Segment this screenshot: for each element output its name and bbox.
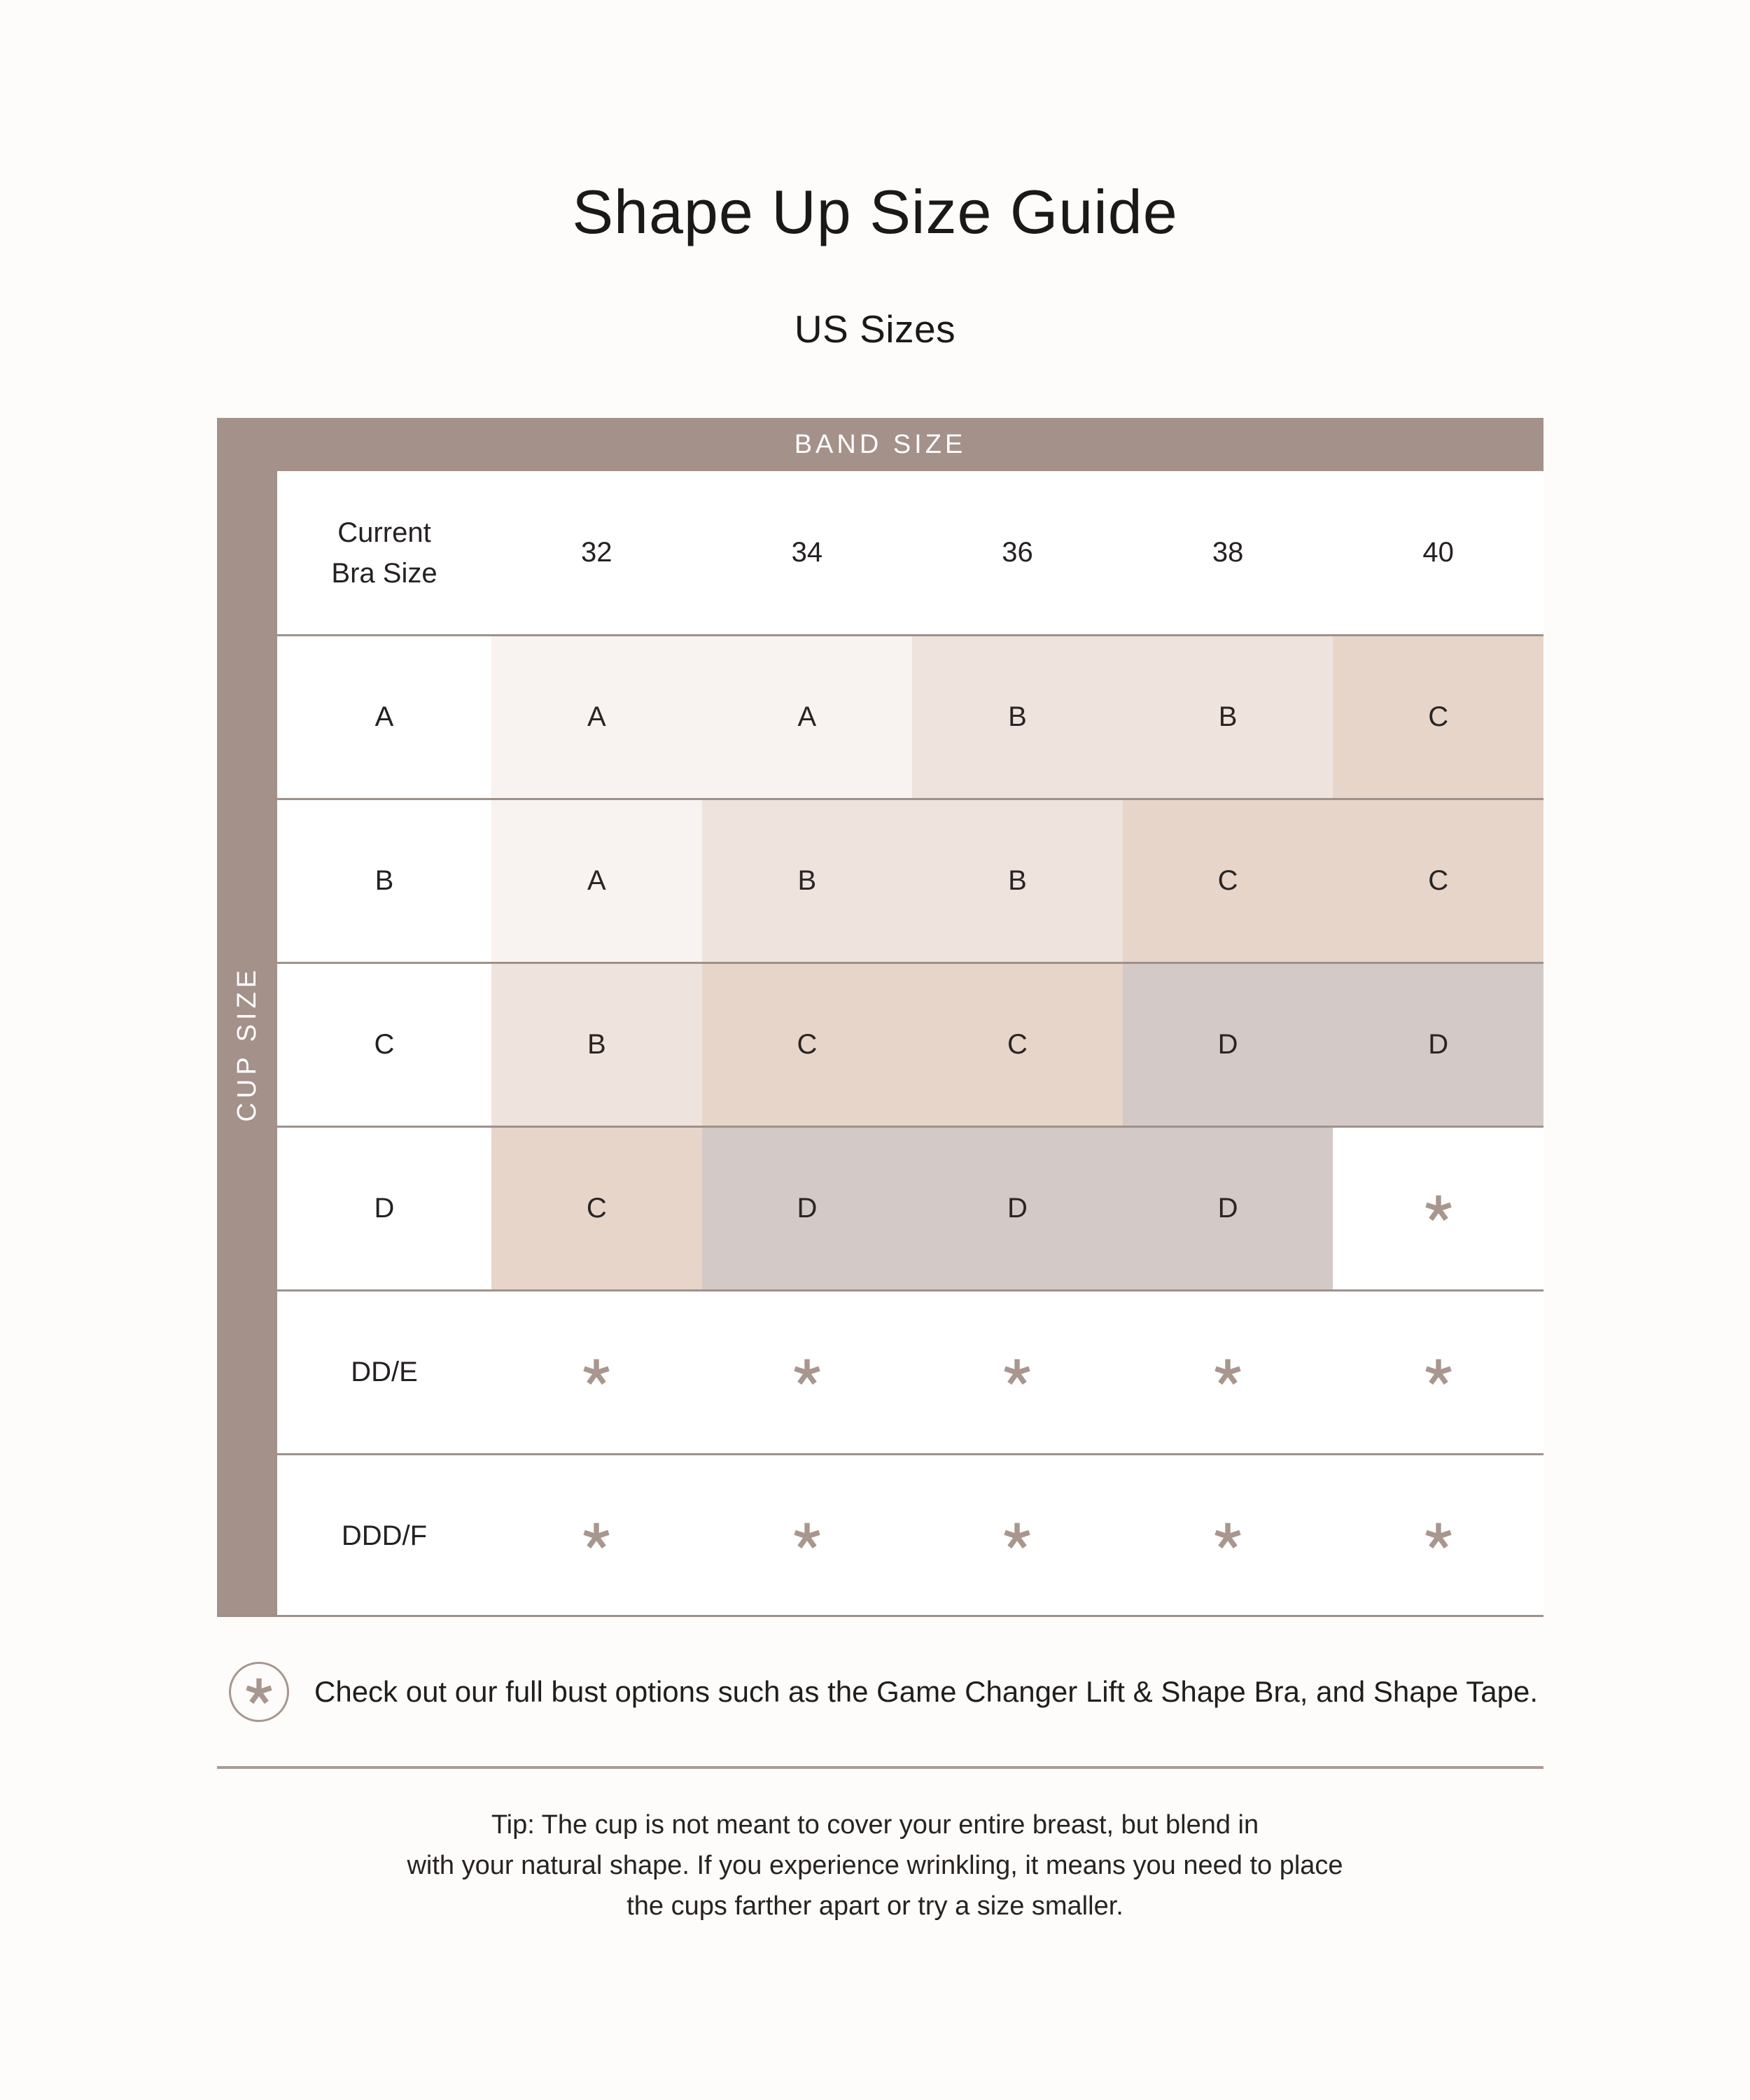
size-cell: D xyxy=(1123,964,1334,1126)
asterisk-icon xyxy=(791,1520,823,1553)
asterisk-cell xyxy=(1333,1455,1544,1617)
tip-line-3: the cups farther apart or try a size smaller. xyxy=(626,1891,1124,1921)
asterisk-cell xyxy=(1333,1128,1544,1289)
asterisk-icon xyxy=(580,1520,612,1553)
corner-header-current-bra-size xyxy=(277,471,491,634)
row-label: C xyxy=(277,964,491,1126)
table-body xyxy=(277,471,1544,1617)
table-row-cup-b xyxy=(277,798,1544,962)
asterisk-cell xyxy=(1123,1455,1334,1617)
tip-line-1: Tip: The cup is not meant to cover your entire breast, but blend in xyxy=(491,1810,1259,1840)
size-guide-table xyxy=(217,418,1544,1617)
asterisk-cell xyxy=(702,1455,913,1617)
band-size-column-header: 32 xyxy=(581,537,612,568)
table-row-cup-d xyxy=(277,1126,1544,1289)
footnote-text: Check out our full bust options such as the Game Changer Lift & Shape Bra, and Shape Tape. xyxy=(314,1675,1538,1708)
size-cell: B xyxy=(491,964,702,1126)
row-label: D xyxy=(277,1128,491,1289)
asterisk-cell xyxy=(702,1292,913,1453)
corner-header-line1: Current xyxy=(337,517,431,548)
asterisk-cell xyxy=(1333,1292,1544,1453)
size-cell: A xyxy=(491,636,702,798)
size-cell: B xyxy=(702,800,913,962)
size-cell: C xyxy=(702,964,913,1126)
size-cell: C xyxy=(1333,800,1544,962)
cup-size-axis-label: CUP SIZE xyxy=(232,966,262,1122)
asterisk-icon xyxy=(1212,1520,1244,1553)
size-cell: C xyxy=(1333,636,1544,798)
table-row-cup-dddf xyxy=(277,1453,1544,1617)
asterisk-cell xyxy=(912,1292,1123,1453)
band-size-column-header: 34 xyxy=(791,537,823,568)
table-row-cup-a xyxy=(277,634,1544,798)
row-label: B xyxy=(277,800,491,962)
size-cell: D xyxy=(702,1128,913,1289)
size-cell: D xyxy=(912,1128,1123,1289)
size-cell: C xyxy=(1123,800,1334,962)
asterisk-cell xyxy=(912,1455,1123,1617)
band-size-column-header: 40 xyxy=(1422,537,1454,568)
size-cell: C xyxy=(912,964,1123,1126)
asterisk-icon xyxy=(1422,1193,1455,1225)
size-cell: D xyxy=(1333,964,1544,1126)
section-divider xyxy=(217,1766,1544,1769)
asterisk-icon xyxy=(791,1357,823,1389)
row-label: A xyxy=(277,636,491,798)
table-bottom-border xyxy=(217,1615,1544,1617)
row-label: DDD/F xyxy=(277,1455,491,1617)
asterisk-icon xyxy=(580,1357,612,1389)
asterisk-icon xyxy=(1422,1520,1455,1553)
size-cell: B xyxy=(912,636,1123,798)
table-row-cup-dde xyxy=(277,1289,1544,1453)
table-header-row xyxy=(277,471,1544,634)
size-cell: B xyxy=(912,800,1123,962)
footnote xyxy=(229,1662,1545,1722)
table-row-cup-c xyxy=(277,962,1544,1126)
tip-line-2: with your natural shape. If you experience wrinkling, it means you need to place xyxy=(407,1851,1343,1880)
row-label: DD/E xyxy=(277,1292,491,1453)
band-size-column-header: 38 xyxy=(1212,537,1244,568)
size-cell: A xyxy=(491,800,702,962)
asterisk-icon xyxy=(243,1676,275,1708)
asterisk-cell xyxy=(491,1455,702,1617)
band-size-axis-header: BAND SIZE xyxy=(217,418,1544,471)
size-cell: D xyxy=(1123,1128,1334,1289)
cup-size-axis-sidebar xyxy=(217,471,277,1617)
asterisk-icon xyxy=(1001,1357,1033,1389)
asterisk-icon xyxy=(1422,1357,1455,1389)
page-subtitle: US Sizes xyxy=(794,307,956,351)
asterisk-cell xyxy=(1123,1292,1334,1453)
corner-header-line2: Bra Size xyxy=(331,557,438,589)
size-cell: B xyxy=(1123,636,1334,798)
page-title: Shape Up Size Guide xyxy=(572,177,1178,246)
footnote-marker-circle xyxy=(229,1662,289,1722)
band-size-column-header: 36 xyxy=(1002,537,1033,568)
size-cell: C xyxy=(491,1128,702,1289)
asterisk-cell xyxy=(491,1292,702,1453)
tip-text xyxy=(0,1805,1750,1926)
asterisk-icon xyxy=(1001,1520,1033,1553)
size-cell: A xyxy=(702,636,913,798)
asterisk-icon xyxy=(1212,1357,1244,1389)
